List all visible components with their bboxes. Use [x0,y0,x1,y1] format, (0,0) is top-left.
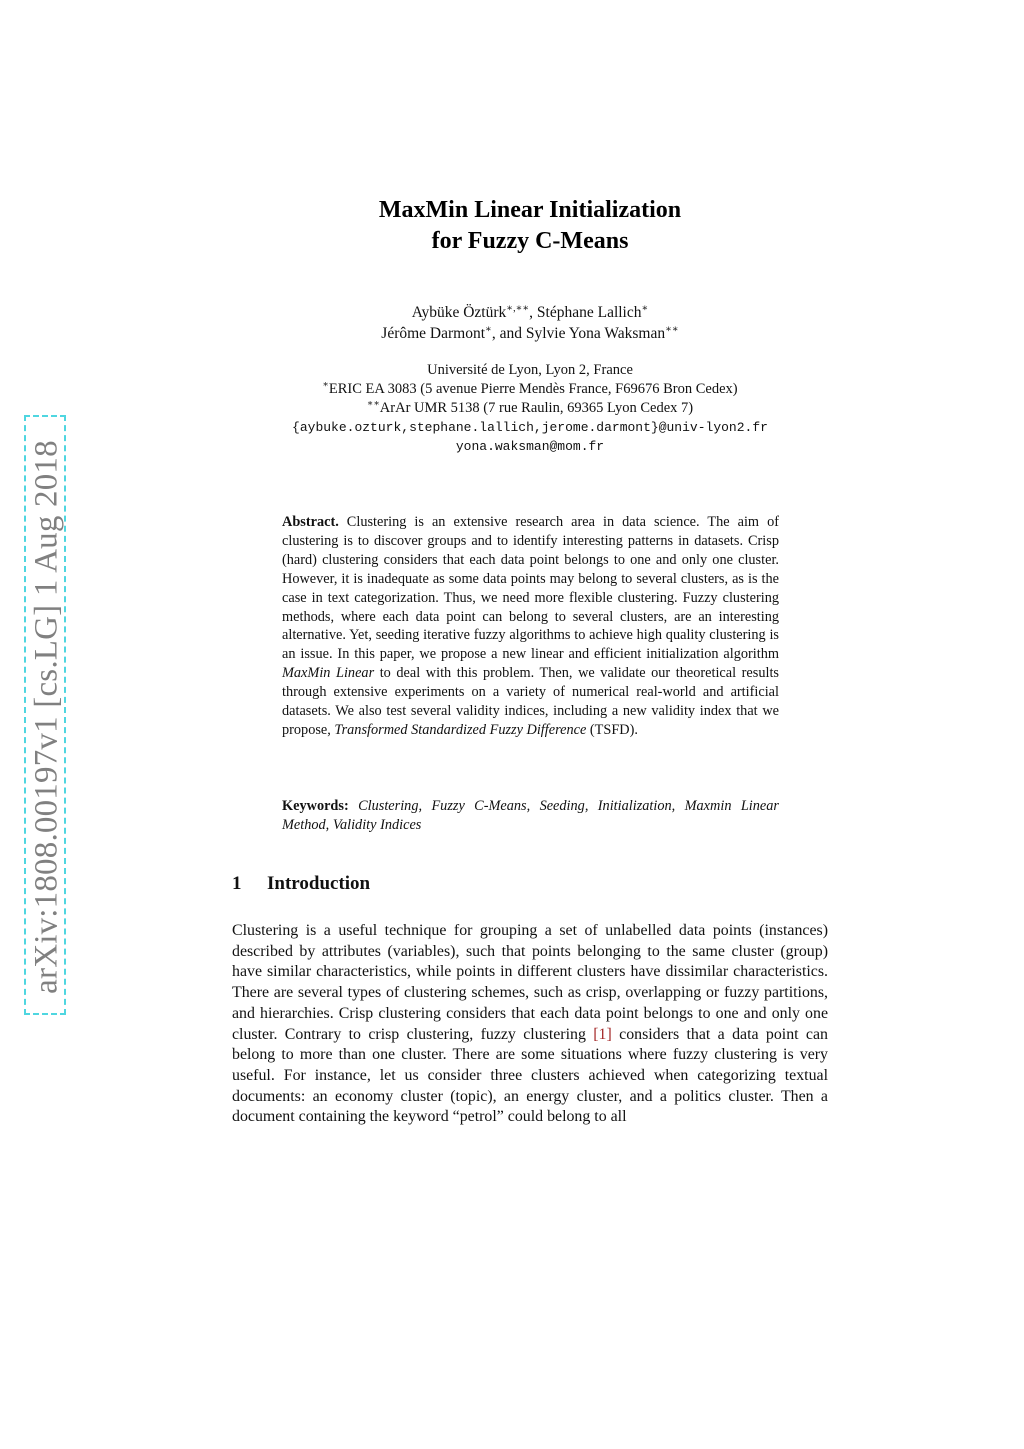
author-name: Aybüke Öztürk [411,304,507,321]
author-mark: ∗ [641,302,649,314]
author-name: Jérôme Darmont [381,325,486,342]
email-line-2: yona.waksman@mom.fr [455,439,605,454]
section-title: Introduction [267,873,371,894]
section-heading-introduction [232,872,370,896]
paragraph-text-1: Clustering is a useful technique for grouping a set of unlabelled data points (instances) described by attributes (variables), such that points belonging to the same cluster (group) have similar characteristics, while points in different clusters have dissimilar characteristics. There are several types of clustering schemes, such as crisp, overlapping or fuzzy partitions, and hierarchies. Crisp clustering considers that each data point belongs to one and only one cluster. Contrary to crisp clustering, fuzzy clustering [232,922,828,1043]
abstract [282,513,779,740]
paper-title [0,195,1024,257]
title-line-2: for Fuzzy C-Means [431,228,629,254]
author-separator: , and [491,325,526,342]
abstract-text-3: (TSFD). [586,721,638,738]
affiliation-eric-text: ERIC EA 3083 (5 avenue Pierre Mendès France, F69676 Bron Cedex) [328,381,738,397]
author-separator: , [529,304,537,321]
affiliation-mark: ∗∗ [366,399,380,410]
author-name: Stéphane Lallich [536,304,642,321]
section-number: 1 [232,873,242,894]
author-mark: ∗∗ [665,323,679,335]
introduction-paragraph [232,921,828,1128]
keywords [282,797,779,835]
author-mark: ∗,∗∗ [506,302,530,314]
affiliation-arar [0,399,1024,418]
affiliation-eric [0,380,1024,399]
arxiv-identifier[interactable]: arXiv:1808.00197v1 [cs.LG] 1 Aug 2018 [28,440,65,994]
abstract-label: Abstract. [282,514,339,530]
keywords-label: Keywords: [282,798,349,814]
title-line-1: MaxMin Linear Initialization [378,197,682,223]
citation-link[interactable]: [1] [593,1025,612,1043]
author-list [0,302,1024,344]
keywords-list: Clustering, Fuzzy C-Means, Seeding, Initialization, Maxmin Linear Method, Validity Indices [282,798,779,833]
abstract-text-2: to deal with this problem. Then, we validate our theoretical results through extensive experiments on a variety of numerical real-world and artificial datasets. We also test several validity indices, including a new validity index that we propose, [282,665,779,738]
author-line-1 [0,302,1024,323]
affiliation-arar-text: ArAr UMR 5138 (7 rue Raulin, 69365 Lyon Cedex 7) [379,400,694,416]
email-line-1: {aybuke.ozturk,stephane.lallich,jerome.darmont}@univ-lyon2.fr [292,420,768,435]
author-line-2 [0,323,1024,344]
author-mark: ∗ [485,323,492,335]
abstract-text-1: Clustering is an extensive research area in data science. The aim of clustering is to discover groups and to identify interesting patterns in datasets. Crisp (hard) clustering considers that each data point belongs to one and only one cluster. However, it is inadequate as some data points may belong to several clusters, as is the case in text categorization. Thus, we need more flexible clustering. Fuzzy clustering methods, where each data point can belong to several clusters, are an interesting alternative. Yet, seeding iterative fuzzy algorithms to achieve high quality clustering is an issue. In this paper, we propose a new linear and efficient initialization algorithm [282,514,779,663]
affiliation-mark: ∗ [322,380,329,391]
arxiv-stamp [24,415,66,1015]
affiliations [0,361,1024,456]
affiliation-university: Université de Lyon, Lyon 2, France [427,362,633,378]
author-name: Sylvie Yona Waksman [525,325,666,342]
abstract-method-name: MaxMin Linear [282,665,375,682]
paragraph-text-2: considers that a data point can belong to more than one cluster. There are some situations where fuzzy clustering is very useful. For instance, let us consider three clusters achieved when categorizing textual documents: an economy cluster (topic), an energy cluster, and a politics cluster. Then a document containing the keyword “petrol” could belong to all [232,1025,828,1126]
abstract-index-name: Transformed Standardized Fuzzy Difference [334,721,587,738]
